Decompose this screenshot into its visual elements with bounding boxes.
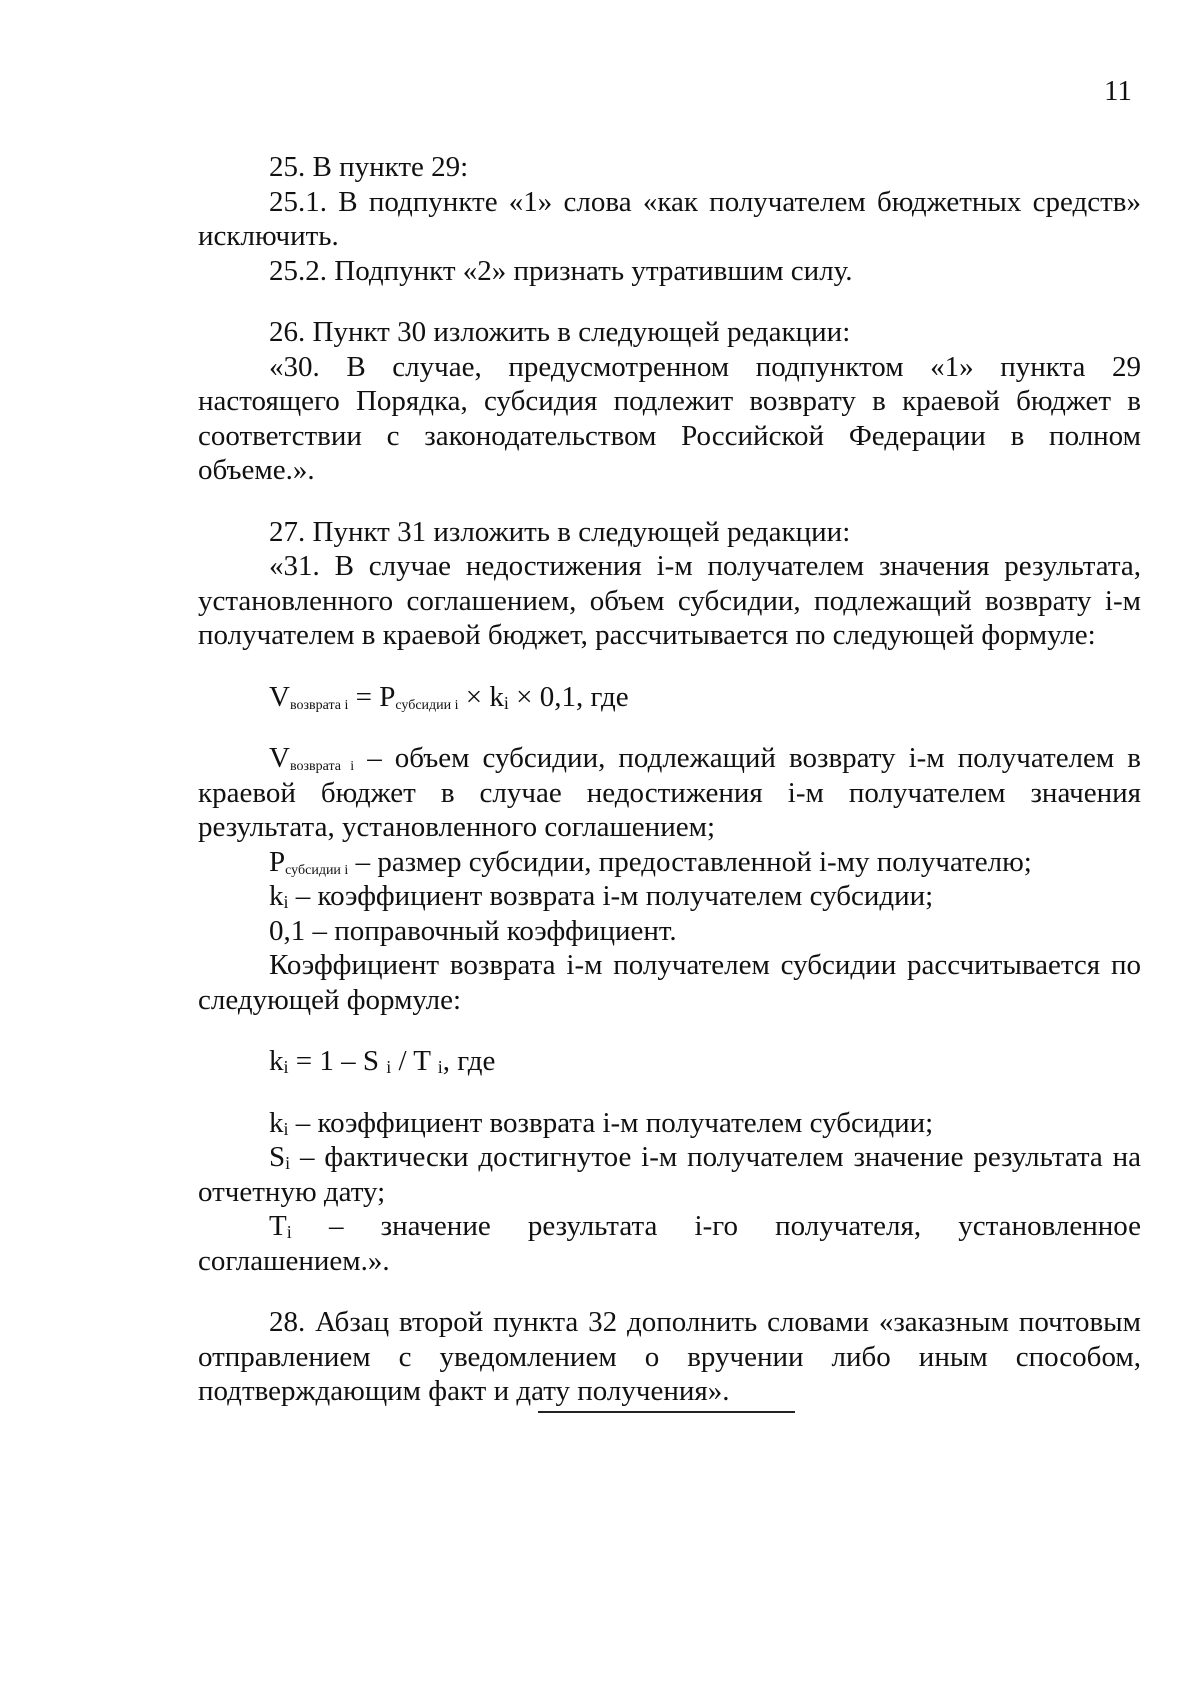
formula-operator: × k: [458, 680, 504, 713]
definition-k2: [198, 1106, 1141, 1141]
formula-coefficient: [198, 1044, 1141, 1079]
item-25-1: 25.1. В подпункте «1» слова «как получателем бюджетных средств» исключить.: [198, 185, 1141, 252]
definition-symbol: T: [269, 1210, 287, 1242]
item-27: 27. Пункт 31 изложить в следующей редакции:: [269, 515, 851, 548]
definition-subscript: возврата i: [289, 759, 355, 774]
item-25-2: 25.2. Подпункт «2» признать утратившим силу.: [269, 254, 853, 287]
definition-subscript: субсидии i: [285, 862, 349, 878]
item-25: 25. В пункте 29:: [269, 151, 469, 183]
definition-symbol: S: [269, 1141, 286, 1173]
definition-v: [198, 741, 1141, 845]
definition-symbol: V: [269, 742, 290, 774]
definition-p: [198, 845, 1141, 880]
definition-k: [198, 879, 1141, 914]
formula-symbol: V: [269, 680, 290, 713]
definition-symbol: k: [269, 1106, 284, 1139]
formula-subscript: i: [386, 1057, 392, 1077]
coefficient-intro: Коэффициент возврата i-м получателем субсидии рассчитывается по следующей формуле:: [198, 949, 1141, 1016]
formula-subscript: i: [437, 1057, 443, 1077]
formula-tail: , где: [442, 1045, 496, 1077]
formula-subscript: субсидии i: [395, 697, 459, 713]
item-27-text: «31. В случае недостижения i-м получателем значения результата, установленного соглашением, объем субсидии, подлежащий возврату i-м получателем в краевой бюджет, рассчитывается по следующей формуле:: [198, 550, 1141, 651]
page-number: 11: [1104, 75, 1132, 107]
definition-text: – размер субсидии, предоставленной i-му получателю;: [348, 845, 1032, 878]
definition-subscript: i: [283, 892, 289, 912]
formula-tail: × 0,1, где: [508, 680, 629, 713]
end-rule: [538, 1411, 795, 1413]
definition-subscript: i: [285, 1153, 291, 1173]
formula-symbol: k: [269, 1045, 284, 1077]
formula-subscript: возврата i: [289, 697, 349, 713]
definition-text: – коэффициент возврата i-м получателем субсидии;: [288, 1106, 934, 1139]
definition-s: [198, 1140, 1141, 1209]
definition-subscript: i: [286, 1222, 292, 1242]
formula-subscript: i: [283, 1057, 289, 1077]
formula-operator: / T: [391, 1045, 438, 1077]
formula-refund-volume: [198, 680, 1141, 715]
definition-t: [198, 1209, 1141, 1278]
definition-text: – коэффициент возврата i-м получателем субсидии;: [288, 880, 934, 912]
definition-symbol: k: [269, 880, 284, 912]
item-26: 26. Пункт 30 изложить в следующей редакции:: [269, 316, 851, 348]
formula-symbol: P: [379, 680, 396, 713]
definition-subscript: i: [283, 1118, 289, 1139]
definition-text: – объем субсидии, подлежащий возврату i-м получателем в краевой бюджет в случае недостижения i-м получателем значения результата, установленного соглашением;: [198, 742, 1141, 843]
formula-operator: =: [348, 680, 380, 713]
item-26-text: «30. В случае, предусмотренном подпунктом «1» пункта 29 настоящего Порядка, субсидия подлежит возврату в краевой бюджет в соответствии с законодательством Российской Федерации в полном объеме.».: [198, 350, 1141, 486]
item-28: 28. Абзац второй пункта 32 дополнить словами «заказным почтовым отправлением с уведомлением о вручении либо иным способом, подтверждающим факт и дату получения».: [198, 1306, 1141, 1407]
definition-symbol: P: [269, 845, 286, 878]
definition-text: – значение результата i-го получателя, установленное соглашением.».: [198, 1210, 1141, 1277]
formula-subscript: i: [503, 692, 509, 713]
document-body: [198, 150, 1141, 1409]
definition-correction: 0,1 – поправочный коэффициент.: [269, 914, 677, 947]
formula-operator: = 1 – S: [288, 1045, 387, 1077]
definition-text: – фактически достигнутое i-м получателем значение результата на отчетную дату;: [198, 1141, 1141, 1208]
